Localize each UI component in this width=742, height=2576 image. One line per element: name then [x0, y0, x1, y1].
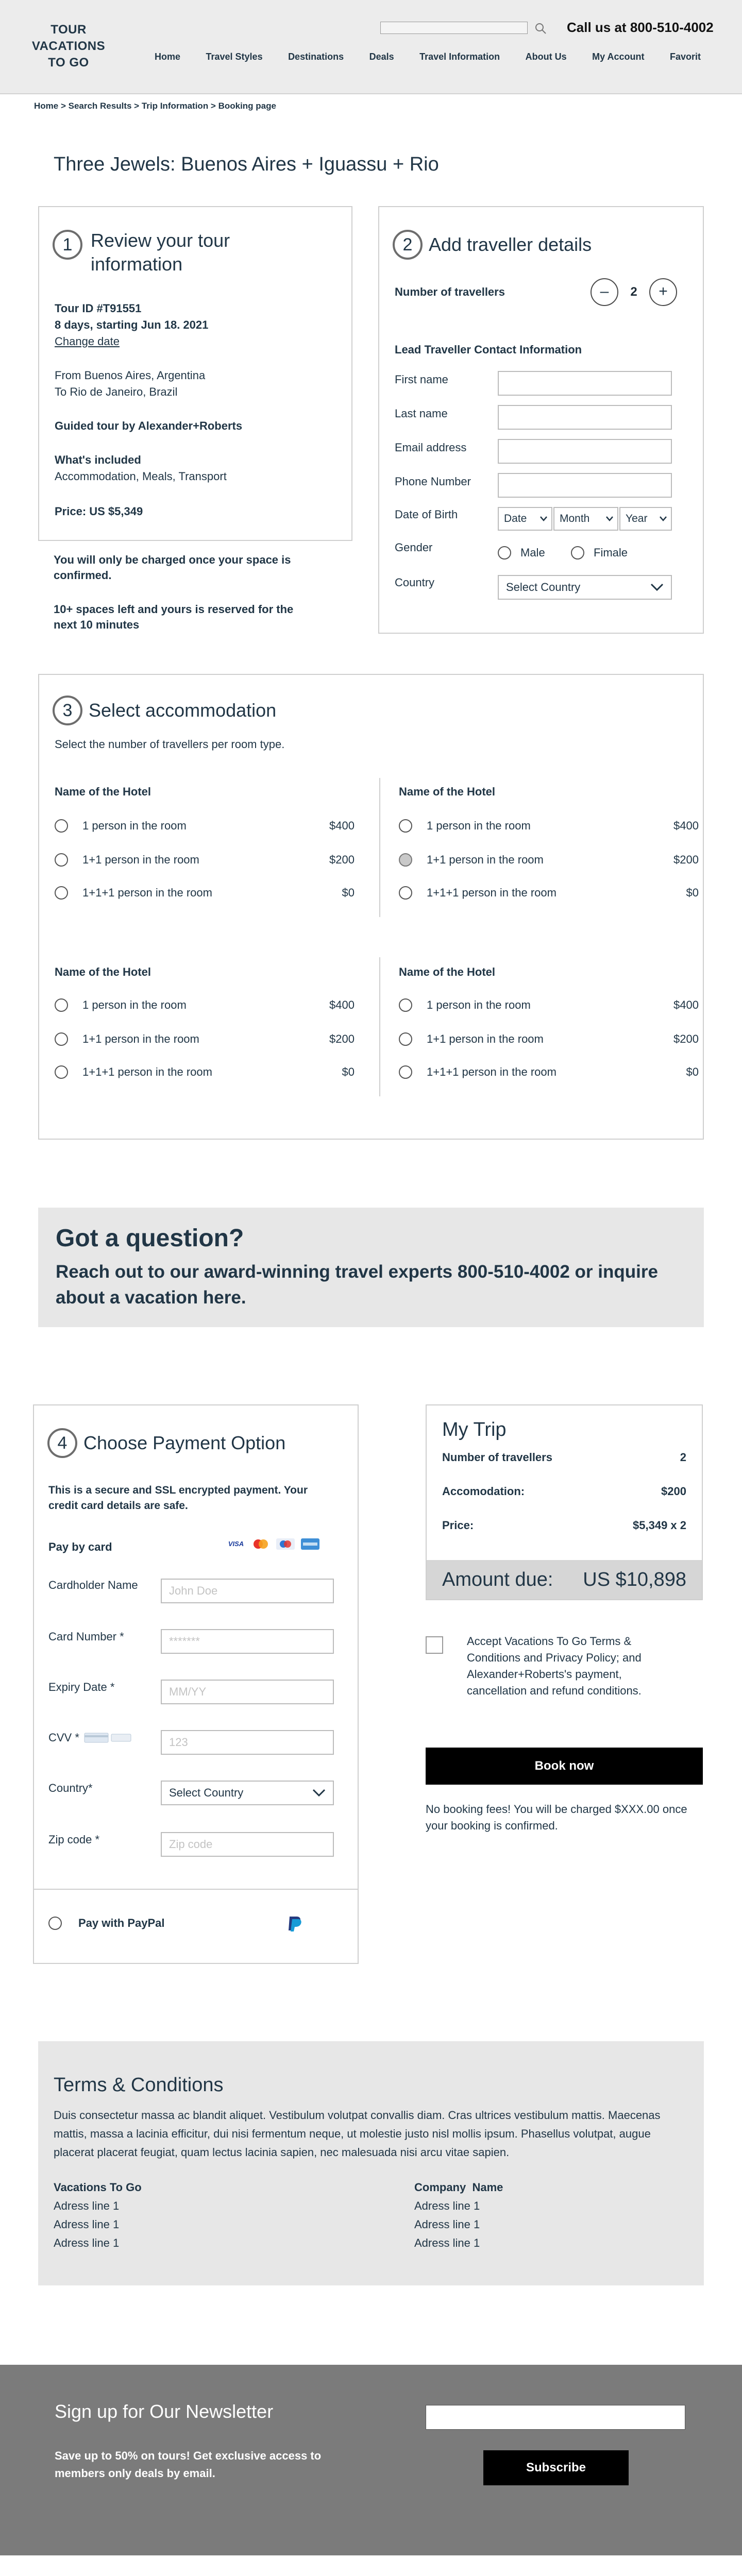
- chevron-down-icon: [660, 516, 667, 521]
- room-label: 1+1+1 person in the room: [82, 1065, 212, 1078]
- room-option[interactable]: [399, 1032, 699, 1046]
- room-price: $200: [329, 1032, 355, 1045]
- room-label: 1+1 person in the room: [427, 853, 544, 866]
- chevron-down-icon: [650, 583, 664, 591]
- room-label: 1+1+1 person in the room: [427, 886, 556, 899]
- room-price: $0: [342, 886, 355, 899]
- trip-price-label: Price:: [442, 1519, 474, 1532]
- my-trip-card: [426, 1404, 703, 1600]
- address-line: Adress line 1: [414, 2218, 480, 2231]
- radio-button[interactable]: [48, 1917, 62, 1930]
- dob-month-select[interactable]: [553, 507, 618, 531]
- paypal-label: Pay with PayPal: [78, 1917, 165, 1929]
- accommodation-card: [38, 674, 704, 1140]
- divider: [34, 1889, 358, 1890]
- room-price: $400: [329, 998, 355, 1011]
- address-title: Company Name: [414, 2181, 503, 2194]
- address-block-left: [54, 2178, 142, 2252]
- nav-deals[interactable]: Deals: [369, 52, 394, 62]
- room-option[interactable]: [55, 1065, 355, 1079]
- pay-country-select[interactable]: [161, 1781, 334, 1805]
- newsletter-title: Sign up for Our Newsletter: [55, 2401, 274, 2422]
- chevron-down-icon: [312, 1789, 326, 1797]
- trip-travellers-row: [442, 1451, 686, 1464]
- gender-male-option[interactable]: [498, 546, 545, 560]
- dob-date-select[interactable]: [498, 507, 552, 531]
- tour-id: Tour ID #T91551: [55, 302, 142, 315]
- site-header: [0, 0, 742, 94]
- room-price: $200: [673, 1032, 699, 1045]
- address-line: Adress line 1: [54, 2236, 120, 2249]
- nav-about-us[interactable]: About Us: [525, 52, 567, 62]
- cardholder-label: Cardholder Name: [48, 1579, 138, 1591]
- subscribe-button[interactable]: Subscribe: [483, 2450, 629, 2485]
- radio-button[interactable]: [399, 998, 412, 1012]
- accommodation-subtitle: Select the number of travellers per room type.: [55, 738, 285, 751]
- accommodation-title: Select accommodation: [89, 700, 277, 721]
- address-line: Adress line 1: [54, 2218, 120, 2231]
- room-label: 1+1+1 person in the room: [82, 886, 212, 899]
- trip-accommodation-row: [442, 1485, 686, 1498]
- card-number-input[interactable]: [161, 1629, 334, 1654]
- room-option[interactable]: [399, 998, 699, 1012]
- question-banner: [38, 1208, 704, 1327]
- room-label: 1+1 person in the room: [427, 1032, 544, 1045]
- traveller-title: Add traveller details: [429, 234, 592, 255]
- my-trip-title: My Trip: [442, 1419, 507, 1440]
- room-price: $0: [686, 1065, 699, 1078]
- logo-line: TO GO: [48, 56, 89, 70]
- tour-from: From Buenos Aires, Argentina: [55, 369, 206, 382]
- amount-due-value: US $10,898: [583, 1568, 686, 1590]
- pay-by-card-label: Pay by card: [48, 1540, 112, 1553]
- address-block-right: [414, 2178, 503, 2252]
- cvv-label: [48, 1731, 133, 1744]
- room-option[interactable]: [55, 1032, 355, 1046]
- room-option[interactable]: [55, 886, 355, 900]
- divider: [379, 957, 380, 1096]
- zip-label: Zip code *: [48, 1833, 100, 1846]
- address-title: Vacations To Go: [54, 2181, 142, 2194]
- year-value: Year: [626, 513, 648, 524]
- trip-price-value: $5,349 x 2: [633, 1519, 686, 1532]
- radio-button[interactable]: [55, 819, 68, 833]
- amount-due-label: Amount due:: [442, 1568, 553, 1590]
- book-now-button[interactable]: Book now: [426, 1748, 703, 1785]
- address-line: Adress line 1: [54, 2199, 120, 2212]
- cardholder-input[interactable]: [161, 1579, 334, 1603]
- room-label: 1+1 person in the room: [82, 1032, 199, 1045]
- last-name-label: Last name: [395, 407, 448, 420]
- radio-button[interactable]: [571, 546, 584, 560]
- radio-button[interactable]: [399, 853, 412, 867]
- email-input[interactable]: [498, 439, 672, 464]
- dob-year-select[interactable]: [619, 507, 672, 531]
- male-label: Male: [520, 546, 545, 559]
- divider: [379, 778, 380, 917]
- question-title: Got a question?: [56, 1225, 244, 1252]
- search-bar: [380, 22, 547, 36]
- first-name-input[interactable]: [498, 371, 672, 396]
- newsletter-text: Save up to 50% on tours! Get exclusive access to members only deals by email.: [55, 2449, 322, 2480]
- payment-card: [33, 1404, 359, 1964]
- hotel-name: Name of the Hotel: [399, 965, 496, 978]
- room-option[interactable]: [399, 886, 699, 900]
- radio-button[interactable]: [55, 1065, 68, 1079]
- main-nav: [155, 52, 701, 62]
- logo-line: VACATIONS: [31, 39, 106, 53]
- logo-line: TOUR: [50, 23, 87, 37]
- radio-button[interactable]: [399, 819, 412, 833]
- radio-button[interactable]: [399, 886, 412, 900]
- country-label: Country: [395, 576, 435, 589]
- trip-price-row: [442, 1519, 686, 1532]
- amount-due-bar: [427, 1560, 702, 1599]
- address-line: Adress line 1: [414, 2199, 480, 2212]
- card-logos: [227, 1538, 319, 1550]
- room-option[interactable]: [399, 853, 699, 867]
- hotel-name: Name of the Hotel: [55, 785, 151, 798]
- accept-terms-text: Accept Vacations To Go Terms & Conditions and Privacy Policy; and Alexander+Roberts's payment, cancellation and refund conditions.: [467, 1635, 642, 1697]
- gender-female-option[interactable]: [571, 546, 628, 560]
- country-value: Select Country: [506, 581, 581, 594]
- secure-note: This is a secure and SSL encrypted payment. Your credit card details are safe.: [48, 1484, 308, 1512]
- dob-label: Date of Birth: [395, 508, 458, 521]
- review-title: Review your tour information: [91, 230, 230, 275]
- included-title: What's included: [55, 453, 141, 466]
- trip-accommodation-value: $200: [661, 1485, 686, 1498]
- room-price: $400: [329, 819, 355, 832]
- first-name-label: First name: [395, 373, 448, 386]
- tour-price: Price: US $5,349: [55, 505, 143, 518]
- phone-label: Phone Number: [395, 475, 471, 488]
- nav-travel-information[interactable]: Travel Information: [419, 52, 500, 62]
- hotel-name: Name of the Hotel: [55, 965, 151, 978]
- radio-button[interactable]: [55, 1032, 68, 1046]
- step-number: 3: [53, 696, 82, 725]
- step-number: 4: [47, 1428, 77, 1458]
- cvv-input[interactable]: [161, 1730, 334, 1755]
- room-label: 1+1 person in the room: [82, 853, 199, 866]
- hotel-name: Name of the Hotel: [399, 785, 496, 798]
- search-icon[interactable]: [534, 22, 547, 35]
- month-value: Month: [560, 513, 590, 524]
- room-label: 1+1+1 person in the room: [427, 1065, 556, 1078]
- zip-input[interactable]: [161, 1832, 334, 1857]
- page-title: Three Jewels: Buenos Aires + Iguassu + Rio: [54, 154, 439, 175]
- room-option[interactable]: [55, 853, 355, 867]
- expiry-label: Expiry Date *: [48, 1681, 115, 1693]
- phone-input[interactable]: [498, 473, 672, 498]
- room-label: 1 person in the room: [82, 998, 187, 1011]
- radio-button[interactable]: [55, 853, 68, 867]
- breadcrumb[interactable]: Home > Search Results > Trip Information > Booking page: [34, 101, 276, 111]
- maestro-icon: [276, 1538, 295, 1550]
- nav-destinations[interactable]: Destinations: [288, 52, 344, 62]
- room-price: $200: [673, 853, 699, 866]
- newsletter-email-input[interactable]: [426, 2405, 685, 2430]
- trip-travellers-value: 2: [680, 1451, 686, 1464]
- last-name-input[interactable]: [498, 405, 672, 430]
- radio-button[interactable]: [399, 1065, 412, 1079]
- female-label: Fimale: [594, 546, 628, 559]
- terms-body: Duis consectetur massa ac blandit aliquet. Vestibulum volutpat convallis diam. Cras ultrices vestibulum mattis. Maecenas mattis, massa a lacinia efficitur, dui nisi fermentum neque, ut molestie justo nisl mollis ipsum. Phasellus volutpat, augue placerat placerat feugiat, quam lectus lacinia sapien, nec malesuada nisi arcu vitae sapien.: [54, 2109, 661, 2159]
- step-number: 2: [393, 230, 423, 260]
- payment-title: Choose Payment Option: [83, 1432, 286, 1453]
- accept-terms-checkbox[interactable]: [426, 1636, 443, 1654]
- cvv-card-icon: [83, 1732, 133, 1744]
- mastercard-icon: [251, 1538, 270, 1550]
- room-option[interactable]: [399, 819, 699, 833]
- amex-icon: [301, 1538, 319, 1550]
- radio-button[interactable]: [399, 1032, 412, 1046]
- trip-travellers-label: Number of travellers: [442, 1451, 552, 1464]
- question-text[interactable]: Reach out to our award-winning travel experts 800-510-4002 or inquire about a vacation here.: [56, 1262, 658, 1308]
- traveller-card: [378, 206, 704, 634]
- room-price: $0: [342, 1065, 355, 1078]
- country-select[interactable]: [498, 575, 672, 600]
- room-option[interactable]: [55, 998, 355, 1012]
- included-list: Accommodation, Meals, Transport: [55, 470, 227, 483]
- visa-icon: VISA: [227, 1538, 245, 1550]
- chevron-down-icon: [540, 516, 547, 521]
- decrement-button[interactable]: –: [591, 278, 618, 306]
- contact-title: Lead Traveller Contact Information: [395, 343, 582, 356]
- nav-travel-styles[interactable]: Travel Styles: [206, 52, 263, 62]
- radio-button[interactable]: [55, 886, 68, 900]
- gender-label: Gender: [395, 541, 433, 554]
- traveller-count: 2: [630, 285, 637, 299]
- traveller-counter: [591, 278, 677, 306]
- radio-button[interactable]: [55, 998, 68, 1012]
- paypal-icon: [284, 1914, 305, 1933]
- terms-section: [38, 2041, 704, 2285]
- room-price: $0: [686, 886, 699, 899]
- travellers-label: Number of travellers: [395, 285, 505, 298]
- spaces-note: 10+ spaces left and yours is reserved for the next 10 minutes: [54, 603, 294, 631]
- terms-title: Terms & Conditions: [54, 2074, 224, 2096]
- tour-duration: 8 days, starting Jun 18. 2021: [55, 318, 209, 331]
- paypal-option[interactable]: [48, 1917, 165, 1930]
- date-value: Date: [504, 513, 527, 524]
- cvv-text: CVV *: [48, 1731, 79, 1744]
- room-option[interactable]: [55, 819, 355, 833]
- room-price: $400: [673, 819, 699, 832]
- card-number-label: Card Number *: [48, 1630, 124, 1643]
- room-price: $200: [329, 853, 355, 866]
- room-label: 1 person in the room: [427, 998, 531, 1011]
- header-phone[interactable]: Call us at 800-510-4002: [567, 20, 714, 35]
- nav-my-account[interactable]: My Account: [592, 52, 645, 62]
- guided-by: Guided tour by Alexander+Roberts: [55, 419, 243, 432]
- email-label: Email address: [395, 441, 467, 454]
- room-option[interactable]: [399, 1065, 699, 1079]
- increment-button[interactable]: +: [649, 278, 677, 306]
- pay-country-label: Country*: [48, 1782, 93, 1794]
- booking-fees-note: No booking fees! You will be charged $XXX.00 once your booking is confirmed.: [426, 1803, 687, 1832]
- pay-country-value: Select Country: [169, 1786, 244, 1799]
- charge-note: You will only be charged once your space is confirmed.: [54, 553, 291, 582]
- tour-to: To Rio de Janeiro, Brazil: [55, 385, 178, 398]
- trip-accommodation-label: Accomodation:: [442, 1485, 525, 1498]
- expiry-input[interactable]: [161, 1680, 334, 1704]
- newsletter-section: [0, 2365, 742, 2555]
- room-label: 1 person in the room: [82, 819, 187, 832]
- step-number: 1: [53, 230, 82, 260]
- site-logo[interactable]: [25, 22, 112, 71]
- change-date-link[interactable]: Change date: [55, 335, 120, 348]
- room-price: $400: [673, 998, 699, 1011]
- room-label: 1 person in the room: [427, 819, 531, 832]
- address-line: Adress line 1: [414, 2236, 480, 2249]
- nav-home[interactable]: Home: [155, 52, 181, 62]
- nav-favorit[interactable]: Favorit: [669, 52, 701, 62]
- radio-button[interactable]: [498, 546, 511, 560]
- search-input[interactable]: [380, 22, 528, 34]
- chevron-down-icon: [606, 516, 613, 521]
- review-card: [38, 206, 352, 541]
